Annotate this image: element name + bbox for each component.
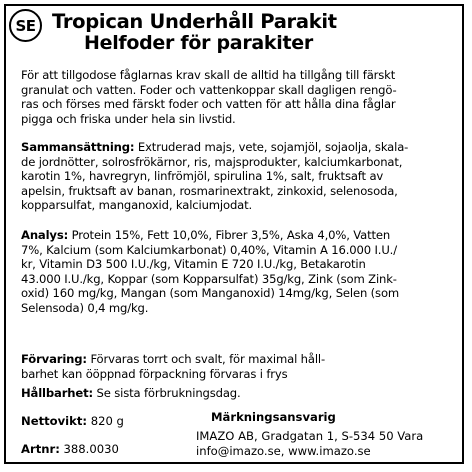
composition-line: apelsin, fruktsaft av banan, rosmarinextrakt, zinkoxid, selenosoda, (21, 183, 398, 198)
storage-line: barhet kan ööppnad förpackning förvaras i frys (21, 366, 288, 381)
storage-section (21, 352, 461, 381)
analysis-line: oxid) 160 mg/kg, Mangan (som Manganoxid) 14mg/kg, Selen (som (21, 286, 400, 301)
labeling-heading: Märkningsansvarig (211, 410, 336, 424)
article-number (21, 442, 119, 456)
intro-line: granulat och vatten. Foder och vattenkoppar skall dagligen rengö- (21, 82, 397, 97)
storage-heading: Förvaring: (21, 352, 87, 366)
intro-text (21, 68, 461, 126)
analysis-section (21, 228, 461, 316)
composition-heading: Sammansättning: (21, 140, 135, 154)
net-weight (21, 414, 124, 428)
country-badge: SE (9, 9, 42, 42)
analysis-line: 7%, Kalcium (som Kalciumkarbonat) 0,40%, Vitamin A 16.000 I.U./ (21, 242, 397, 257)
analysis-line: Protein 15%, Fett 10,0%, Fibrer 3,5%, Aska 4,0%, Vatten (68, 228, 391, 242)
composition-line: karotin 1%, havregryn, linfrömjöl, spirulina 1%, salt, fruktsaft av (21, 169, 384, 184)
product-subtitle: Helfoder för parakiter (84, 32, 313, 54)
product-title: Tropican Underhåll Parakit (52, 10, 337, 33)
shelf-life-text: Se sista förbrukningsdag. (92, 386, 241, 400)
intro-line: ras och förses med färskt foder och vatten för att hålla dina fåglar (21, 97, 396, 112)
intro-line: pigga och friska under hela sin livstid. (21, 111, 236, 126)
product-label (4, 4, 464, 464)
analysis-heading: Analys: (21, 228, 69, 242)
composition-line: Extruderad majs, vete, sojamjöl, sojaolja, skala- (134, 140, 409, 154)
intro-line: För att tillgodose fåglarnas krav skall de alltid ha tillgång till färskt (21, 68, 396, 82)
composition-section (21, 140, 461, 213)
analysis-line: kr, Vitamin D3 500 I.U./kg, Vitamin E 720 I.U./kg, Betakarotin (21, 257, 366, 272)
analysis-line: Selensoda) 0,4 mg/kg. (21, 300, 149, 315)
composition-line: de jordnötter, solrosfrökärnor, ris, majsprodukter, kalciumkarbonat, (21, 154, 403, 169)
article-number-value: 388.0030 (59, 442, 119, 456)
shelf-life-section (21, 386, 461, 401)
labeling-contact: info@imazo.se, www.imazo.se (196, 444, 371, 458)
article-number-label: Artnr: (21, 442, 60, 456)
storage-line: Förvaras torrt och svalt, för maximal håll- (86, 352, 326, 366)
analysis-line: 43.000 I.U./kg, Koppar (som Kopparsulfat) 35g/kg, Zink (som Zink- (21, 271, 397, 286)
shelf-life-heading: Hållbarhet: (21, 386, 93, 400)
composition-line: kopparsulfat, manganoxid, kalciumjodat. (21, 198, 253, 213)
net-weight-label: Nettovikt: (21, 414, 88, 428)
labeling-address: IMAZO AB, Gradgatan 1, S-534 50 Vara (196, 429, 424, 443)
net-weight-value: 820 g (87, 414, 124, 428)
